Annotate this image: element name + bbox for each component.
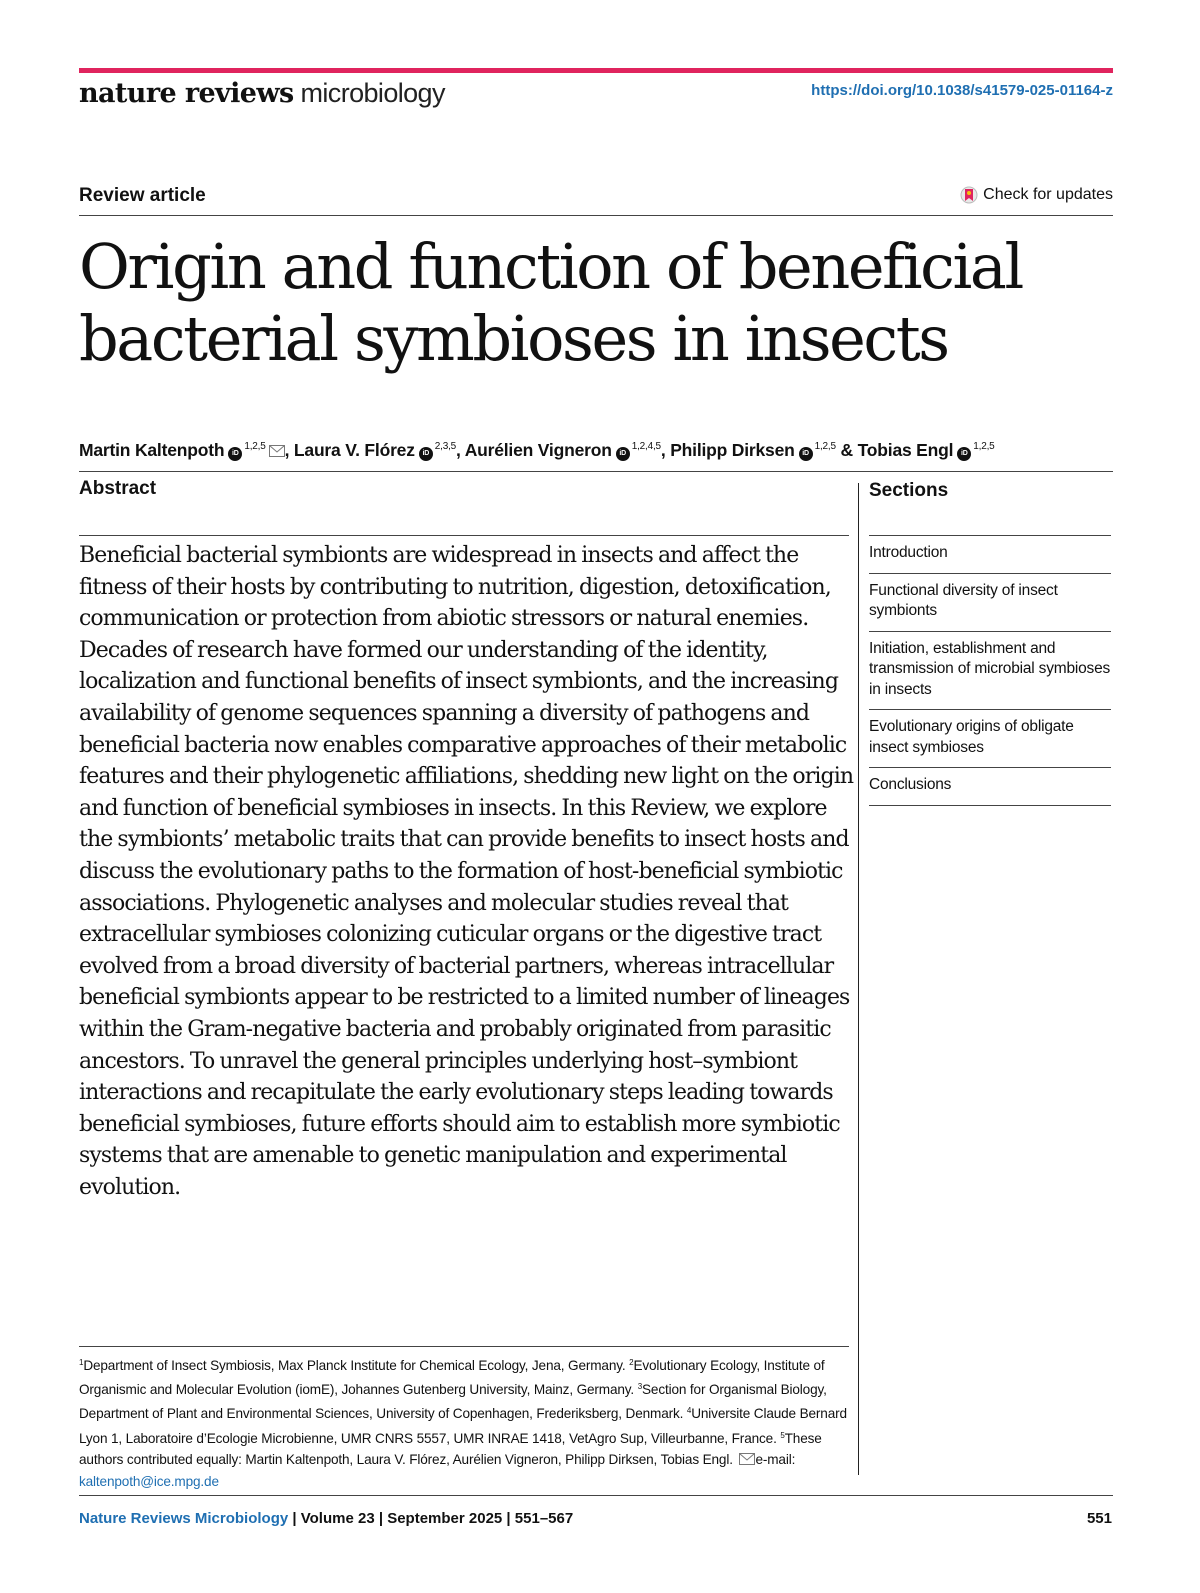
affiliation-number: 3 <box>637 1382 642 1392</box>
doi-link[interactable]: https://doi.org/10.1038/s41579-025-01164-z <box>811 82 1113 99</box>
abstract-heading: Abstract <box>79 478 157 499</box>
orcid-icon[interactable]: iD <box>957 447 971 461</box>
author-name[interactable]: Martin Kaltenpoth <box>79 440 225 460</box>
orcid-icon[interactable]: iD <box>616 447 630 461</box>
author-name[interactable]: , Philipp Dirksen <box>660 440 795 460</box>
divider <box>79 1495 1113 1496</box>
footer-journal-link[interactable]: Nature Reviews Microbiology <box>79 1510 289 1527</box>
sections-nav <box>869 535 1111 806</box>
abstract-text: Beneficial bacterial symbionts are widespread in insects and affect the fitness of their hosts by contributing to nutrition, digestion, detoxification, communication or protection from abiotic stressors or natural enemies. Decades of research have formed our understanding of the identity, localization and functional benefits of insect symbionts, and the increasing availability of genome sequences spanning a diversity of pathogens and beneficial bacteria now enables comparative approaches of their metabolic features and their phylogenetic affiliations, shedding new light on the origin and function of beneficial symbioses in insects. In this Review, we explore the symbionts’ metabolic traits that can provide benefits to insect hosts and discuss the evolutionary paths to the formation of host-beneficial symbiotic associations. Phylogenetic analyses and molecular studies reveal that extracellular symbioses colonizing cuticular organs or the digestive tract evolved from a broad diversity of bacterial partners, whereas intracellular beneficial symbionts appear to be restricted to a limited number of lineages within the Gram-negative bacteria and probably originated from parasitic ancestors. To unravel the general principles underlying host–symbiont interactions and recapitulate the early evolutionary steps leading towards beneficial symbioses, future efforts should aim to establish more symbiotic systems that are amenable to genetic manipulation and experimental evolution. <box>79 543 854 1200</box>
section-link-functional-diversity[interactable]: Functional diversity of insect symbionts <box>869 573 1111 631</box>
footer-citation <box>79 1510 573 1527</box>
section-link-initiation-transmission[interactable]: Initiation, establishment and transmission of microbial symbioses in insects <box>869 631 1111 710</box>
footer-volume: | Volume 23 | September 2025 | 551–567 <box>288 1510 574 1527</box>
affiliation-number: 2 <box>629 1358 634 1367</box>
author-list <box>79 440 995 462</box>
check-updates-icon <box>960 186 978 204</box>
article-type: Review article <box>79 185 206 206</box>
author-affiliation-refs: 1,2,5 <box>973 441 995 452</box>
orcid-icon[interactable]: iD <box>228 447 242 461</box>
affiliation-3: Section for Organismal Biology, Department of Plant and Environmental Sciences, University of Copenhagen, Frederiksberg, Denmark. <box>79 1382 827 1422</box>
title-line-1: Origin and function of beneficial <box>79 230 1022 303</box>
affiliation-number: 1 <box>79 1358 84 1367</box>
journal-name-light: microbiology <box>300 78 445 108</box>
divider <box>79 1346 849 1347</box>
journal-accent-bar <box>79 68 1113 73</box>
orcid-icon[interactable]: iD <box>799 447 813 461</box>
page-number: 551 <box>1086 1510 1112 1527</box>
check-updates-button[interactable] <box>960 186 1113 204</box>
section-link-introduction[interactable]: Introduction <box>869 535 1111 573</box>
author-name[interactable]: & Tobias Engl <box>835 440 954 460</box>
affiliation-4: Universite Claude Bernard Lyon 1, Laboratoire d’Ecologie Microbienne, UMR CNRS 5557, UMR INRAE 1418, VetAgro Sup, Villeurbanne, France. <box>79 1406 847 1446</box>
journal-name-bold: nature reviews <box>79 78 294 109</box>
affiliation-1: Department of Insect Symbiosis, Max Planck Institute for Chemical Ecology, Jena, Germany. <box>83 1358 630 1373</box>
affiliation-number: 5 <box>780 1430 785 1440</box>
affiliations <box>79 1352 855 1492</box>
sections-heading: Sections <box>869 480 949 501</box>
check-updates-label: Check for updates <box>983 186 1113 203</box>
divider <box>79 535 849 536</box>
column-separator <box>858 483 859 1475</box>
article-title <box>79 231 1119 375</box>
author-affiliation-refs: 2,3,5 <box>434 441 457 452</box>
affiliation-2: Evolutionary Ecology, Institute of Organismic and Molecular Evolution (iomE), Johannes Gutenberg University, Mainz, Germany. <box>79 1358 825 1398</box>
author-affiliation-refs: 1,2,5 <box>244 441 266 452</box>
title-line-2: bacterial symbioses in insects <box>79 302 948 375</box>
author-affiliation-refs: 1,2,4,5 <box>631 441 661 452</box>
orcid-icon[interactable]: iD <box>419 447 433 461</box>
affiliation-number: 4 <box>686 1406 692 1416</box>
email-icon[interactable] <box>269 441 285 462</box>
affiliation-5: These authors contributed equally: Martin Kaltenpoth, Laura V. Flórez, Aurélien Vigneron, Philipp Dirksen, Tobias Engl. <box>79 1430 822 1467</box>
email-label: e-mail: <box>755 1451 796 1467</box>
author-name[interactable]: , Laura V. Flórez <box>284 440 415 460</box>
divider <box>79 215 1113 216</box>
email-icon <box>739 1450 755 1471</box>
section-link-conclusions[interactable]: Conclusions <box>869 767 1111 806</box>
email-link[interactable]: kaltenpoth@ice.mpg.de <box>79 1474 219 1490</box>
divider <box>79 471 1113 472</box>
journal-logo <box>79 78 445 109</box>
author-affiliation-refs: 1,2,5 <box>814 441 836 452</box>
author-name[interactable]: , Aurélien Vigneron <box>456 440 612 460</box>
section-link-evolutionary-origins[interactable]: Evolutionary origins of obligate insect symbioses <box>869 709 1111 767</box>
